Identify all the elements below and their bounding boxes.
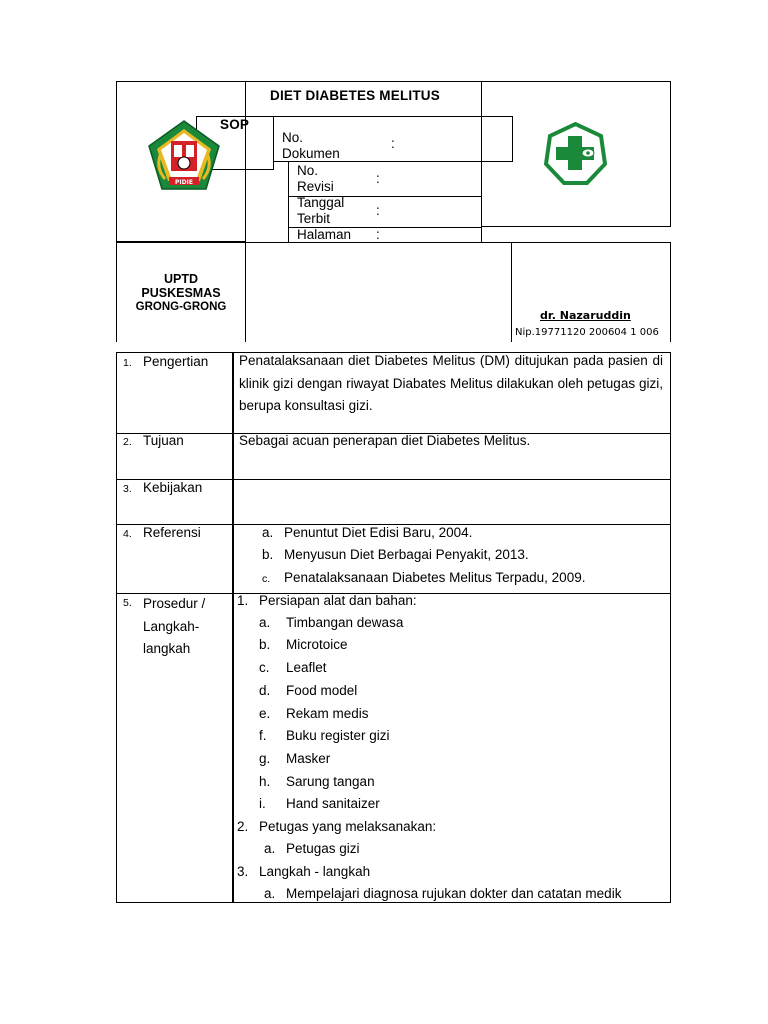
organization-name (116, 272, 246, 314)
step-item (237, 819, 436, 834)
list-item (262, 525, 472, 540)
section-title: Referensi (143, 525, 201, 540)
list-marker: a. (259, 615, 271, 630)
list-text: Leaflet (286, 660, 327, 675)
list-marker: e. (259, 706, 271, 721)
field-label-tanggal-terbit (297, 195, 377, 227)
list-marker: f. (259, 728, 267, 743)
field-colon: : (376, 227, 380, 242)
section-title: Tujuan (143, 433, 184, 448)
field-label-line: Dokumen (282, 146, 340, 161)
list-text: Hand sanitaizer (286, 796, 380, 811)
list-text: Rekam medis (286, 706, 369, 721)
list-item (262, 570, 585, 585)
signatory-nip: Nip.19771120 200604 1 006 (515, 327, 659, 338)
section-number: 5. (123, 597, 132, 609)
list-marker: c. (262, 573, 271, 585)
section-title: Pengertian (143, 354, 209, 369)
section-text: Sebagai acuan penerapan diet Diabetes Melitus. (239, 433, 531, 448)
list-item (259, 660, 327, 675)
list-text: Food model (286, 683, 358, 698)
section-number: 4. (123, 528, 132, 540)
list-text: Menyusun Diet Berbagai Penyakit, 2013. (284, 547, 529, 562)
step-marker: 3. (237, 864, 249, 879)
list-text: Masker (286, 751, 331, 766)
list-item (259, 706, 369, 721)
section-title-line: langkah (143, 641, 191, 656)
field-colon: : (376, 171, 380, 186)
list-marker: d. (259, 683, 271, 698)
section-number: 2. (123, 436, 132, 448)
list-marker: a. (264, 841, 276, 856)
step-text: Persiapan alat dan bahan: (259, 593, 417, 608)
step-marker: 1. (237, 593, 249, 608)
section-number: 1. (123, 357, 132, 369)
list-marker: a. (264, 886, 276, 901)
step-text: Petugas yang melaksanakan: (259, 819, 437, 834)
list-text: Mempelajari diagnosa rujukan dokter dan catatan medik (286, 886, 622, 901)
field-label-line: Revisi (297, 179, 334, 194)
list-item (259, 774, 375, 789)
section-title (143, 593, 205, 661)
org-line: UPTD (163, 272, 199, 286)
field-label-line: No. (282, 130, 304, 145)
list-item (259, 728, 390, 743)
pidie-emblem-text: PIDIE (175, 179, 193, 186)
list-text: Sarung tangan (286, 774, 375, 789)
empty-middle-cell (245, 242, 512, 342)
sop-label: SOP (220, 117, 250, 132)
column-divider (232, 352, 234, 903)
section-title-line: Prosedur / (143, 596, 206, 611)
list-marker: a. (262, 525, 274, 540)
step-item (237, 864, 370, 879)
step-item (237, 593, 417, 608)
org-line: PUSKESMAS (141, 286, 221, 300)
list-item (259, 796, 380, 811)
step-marker: 2. (237, 819, 249, 834)
list-item (262, 547, 529, 562)
section-title-line: Langkah- (143, 618, 200, 634)
list-text: Penuntut Diet Edisi Baru, 2004. (284, 525, 473, 540)
list-marker: b. (259, 637, 271, 652)
list-item (259, 683, 357, 698)
org-line: GRONG-GRONG (135, 301, 227, 313)
puskesmas-logo-icon (544, 122, 607, 185)
signatory-name: dr. Nazaruddin (540, 309, 631, 322)
document-title: DIET DIABETES MELITUS (270, 88, 440, 103)
section-text: Penatalaksanaan diet Diabetes Melitus (DM) ditujukan pada pasien di klinik gizi dengan riwayat Diabates Melitus dilakukan oleh petugas gizi, berupa konsultasi gizi. (239, 353, 663, 413)
field-colon: : (391, 136, 395, 151)
list-item (259, 637, 348, 652)
field-label-line: No. (297, 163, 319, 178)
list-marker: g. (259, 751, 271, 766)
field-label-no-dokumen (282, 130, 372, 162)
list-text: Penatalaksanaan Diabetes Melitus Terpadu, 2009. (284, 570, 586, 585)
list-marker: i. (259, 796, 266, 811)
list-text: Petugas gizi (286, 841, 360, 856)
field-label-halaman: Halaman (297, 227, 352, 242)
list-marker: b. (262, 547, 274, 562)
section-title: Kebijakan (143, 480, 203, 495)
list-item (259, 615, 403, 630)
section-number: 3. (123, 483, 132, 495)
list-item (264, 841, 360, 856)
field-colon: : (376, 203, 380, 218)
pidie-emblem-icon (147, 119, 221, 193)
list-marker: c. (259, 660, 270, 675)
list-item (264, 886, 621, 901)
list-text: Microtoice (286, 637, 348, 652)
list-item (259, 751, 330, 766)
list-marker: h. (259, 774, 271, 789)
field-label-line: Terbit (297, 211, 331, 226)
step-text: Langkah - langkah (259, 864, 371, 879)
field-label-line: Tanggal (297, 195, 345, 210)
list-text: Buku register gizi (286, 728, 390, 743)
list-text: Timbangan dewasa (286, 615, 404, 630)
field-label-no-revisi (297, 163, 377, 195)
